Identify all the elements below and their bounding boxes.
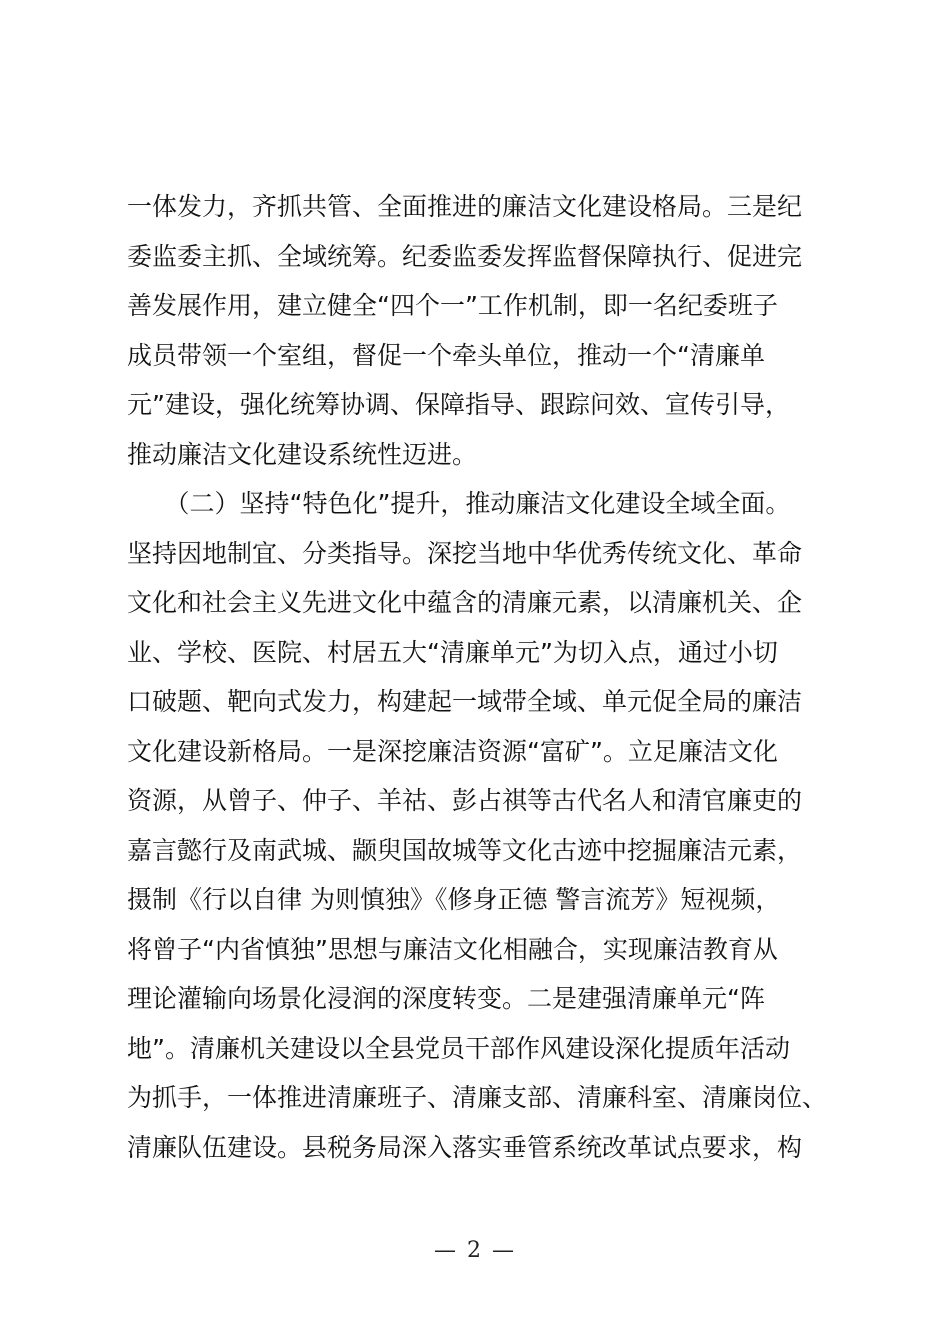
text-line: 理论灌输向场景化浸润的深度转变。二是建强清廉单元“阵 [127,984,765,1013]
text-line: 成员带领一个室组，督促一个牵头单位，推动一个“清廉单 [127,340,765,370]
text-line: 文化建设新格局。一是深挖廉洁资源“富矿”。立足廉洁文化 [127,736,778,766]
text-line: 推动廉洁文化建设系统性迈进。 [127,439,478,469]
text-line: 嘉言懿行及南武城、颛臾国故城等文化古迹中挖掘廉洁元素， [127,835,803,865]
text-line: 业、学校、医院、村居五大“清廉单元”为切入点，通过小切 [127,637,778,667]
text-line: 元”建设，强化统筹协调、保障指导、跟踪问效、宣传引导， [127,390,790,419]
text-line: 摄制《行以自律 为则慎独》《修身正德 警言流芳》短视频， [127,885,781,914]
page-number: — 2 — [434,1238,516,1263]
text-line: 为抓手，一体推进清廉班子、清廉支部、清廉科室、清廉岗位、 [127,1083,828,1112]
text-line: 清廉队伍建设。县税务局深入落实垂管系统改革试点要求，构 [127,1132,803,1162]
text-line: 委监委主抓、全域统筹。纪委监委发挥监督保障执行、促进完 [127,241,803,271]
text-line: 资源，从曾子、仲子、羊祜、彭占祺等古代名人和清官廉吏的 [127,786,803,815]
text-line: 一体发力，齐抓共管、全面推进的廉洁文化建设格局。三是纪 [127,192,803,221]
text-line: 善发展作用，建立健全“四个一”工作机制，即一名纪委班子 [127,291,778,320]
text-line: 文化和社会主义先进文化中蕴含的清廉元素，以清廉机关、企 [127,588,803,617]
text-line: 地”。清廉机关建设以全县党员干部作风建设深化提质年活动 [127,1033,790,1063]
text-line: 口破题、靶向式发力，构建起一域带全域、单元促全局的廉洁 [127,687,803,716]
section-heading-line: （二）坚持“特色化”提升，推动廉洁文化建设全域全面。 [127,489,791,518]
text-line: 坚持因地制宜、分类指导。深挖当地中华优秀传统文化、革命 [127,538,803,568]
text-line: 将曾子“内省慎独”思想与廉洁文化相融合，实现廉洁教育从 [127,934,778,964]
body-text [127,182,847,1172]
